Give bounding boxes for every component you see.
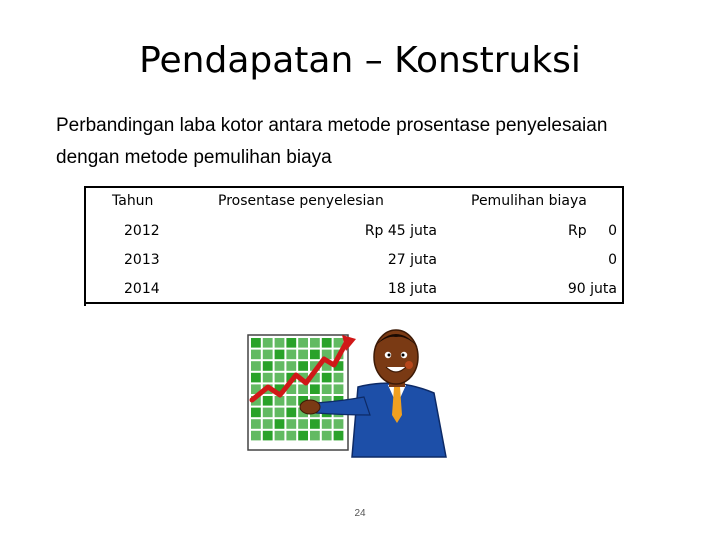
chart-grid-cell	[286, 408, 296, 418]
chart-grid-cell	[251, 373, 261, 383]
chart-grid-cell	[298, 338, 308, 348]
slide-subtitle: Perbandingan laba kotor antara metode prosentase penyelesaian dengan metode pemulihan biaya	[56, 115, 608, 168]
row-2012-rec-prefix: Rp	[568, 223, 587, 239]
chart-grid-cell	[263, 419, 273, 429]
chart-grid-cell	[251, 419, 261, 429]
row-2014-pct: 18 juta	[387, 281, 437, 297]
growth-chart-board-icon	[248, 335, 356, 450]
chart-grid-cell	[263, 373, 273, 383]
chart-grid-cell	[263, 350, 273, 360]
chart-grid-cell	[298, 384, 308, 394]
chart-grid-cell	[275, 419, 285, 429]
slide-title: Pendapatan – Konstruksi	[139, 40, 581, 81]
chart-grid-cell	[310, 350, 320, 360]
chart-grid-cell	[334, 373, 344, 383]
chart-grid-cell	[334, 384, 344, 394]
chart-grid-cell	[275, 338, 285, 348]
chart-grid-cell	[310, 419, 320, 429]
chart-grid-cell	[263, 431, 273, 441]
chart-grid-cell	[275, 373, 285, 383]
row-2012-pct: Rp 45 juta	[364, 223, 437, 239]
row-2014-rec-value: 90 juta	[567, 281, 617, 297]
header-cost-recovery: Pemulihan biaya	[471, 193, 587, 209]
header-percentage-completion: Prosentase penyelesian	[218, 193, 384, 209]
chart-grid-cell	[298, 361, 308, 371]
row-2013-pct: 27 juta	[387, 252, 437, 268]
row-2012-rec-value: 0	[608, 223, 617, 239]
chart-grid-cell	[298, 419, 308, 429]
chart-grid-cell	[275, 350, 285, 360]
chart-grid-cell	[251, 361, 261, 371]
row-2012-year: 2012	[124, 223, 160, 239]
chart-grid-cell	[263, 396, 273, 406]
chart-grid-cell	[286, 419, 296, 429]
chart-grid-cell	[251, 350, 261, 360]
chart-grid-cell	[334, 419, 344, 429]
chart-grid-cell	[286, 361, 296, 371]
chart-grid-cell	[322, 373, 332, 383]
page-number: 24	[354, 508, 366, 519]
table-left-border	[84, 188, 86, 306]
chart-grid-cell	[275, 361, 285, 371]
chart-grid-cell	[263, 408, 273, 418]
chart-grid-cell	[310, 431, 320, 441]
row-2014-year: 2014	[124, 281, 160, 297]
header-year: Tahun	[112, 193, 154, 209]
chart-grid-cell	[286, 350, 296, 360]
chart-grid-cell	[322, 384, 332, 394]
chart-grid-cell	[310, 338, 320, 348]
chart-grid-cell	[275, 431, 285, 441]
chart-grid-cell	[251, 338, 261, 348]
chart-grid-cell	[298, 350, 308, 360]
chart-grid-cell	[275, 408, 285, 418]
chart-grid-cell	[310, 384, 320, 394]
chart-grid-cell	[322, 338, 332, 348]
chart-grid-cell	[286, 338, 296, 348]
chart-grid-cell	[334, 431, 344, 441]
chart-grid-cell	[322, 431, 332, 441]
chart-grid-cell	[286, 431, 296, 441]
chart-grid-cell	[298, 431, 308, 441]
row-2013-year: 2013	[124, 252, 160, 268]
chart-grid-cell	[286, 396, 296, 406]
businessman-pointing-at-growth-chart-icon	[246, 325, 456, 460]
row-2013-rec-value: 0	[608, 252, 617, 268]
chart-grid-cell	[251, 408, 261, 418]
chart-grid-cell	[263, 361, 273, 371]
chart-grid-cell	[263, 338, 273, 348]
chart-grid-cell	[322, 419, 332, 429]
chart-grid-cell	[251, 431, 261, 441]
